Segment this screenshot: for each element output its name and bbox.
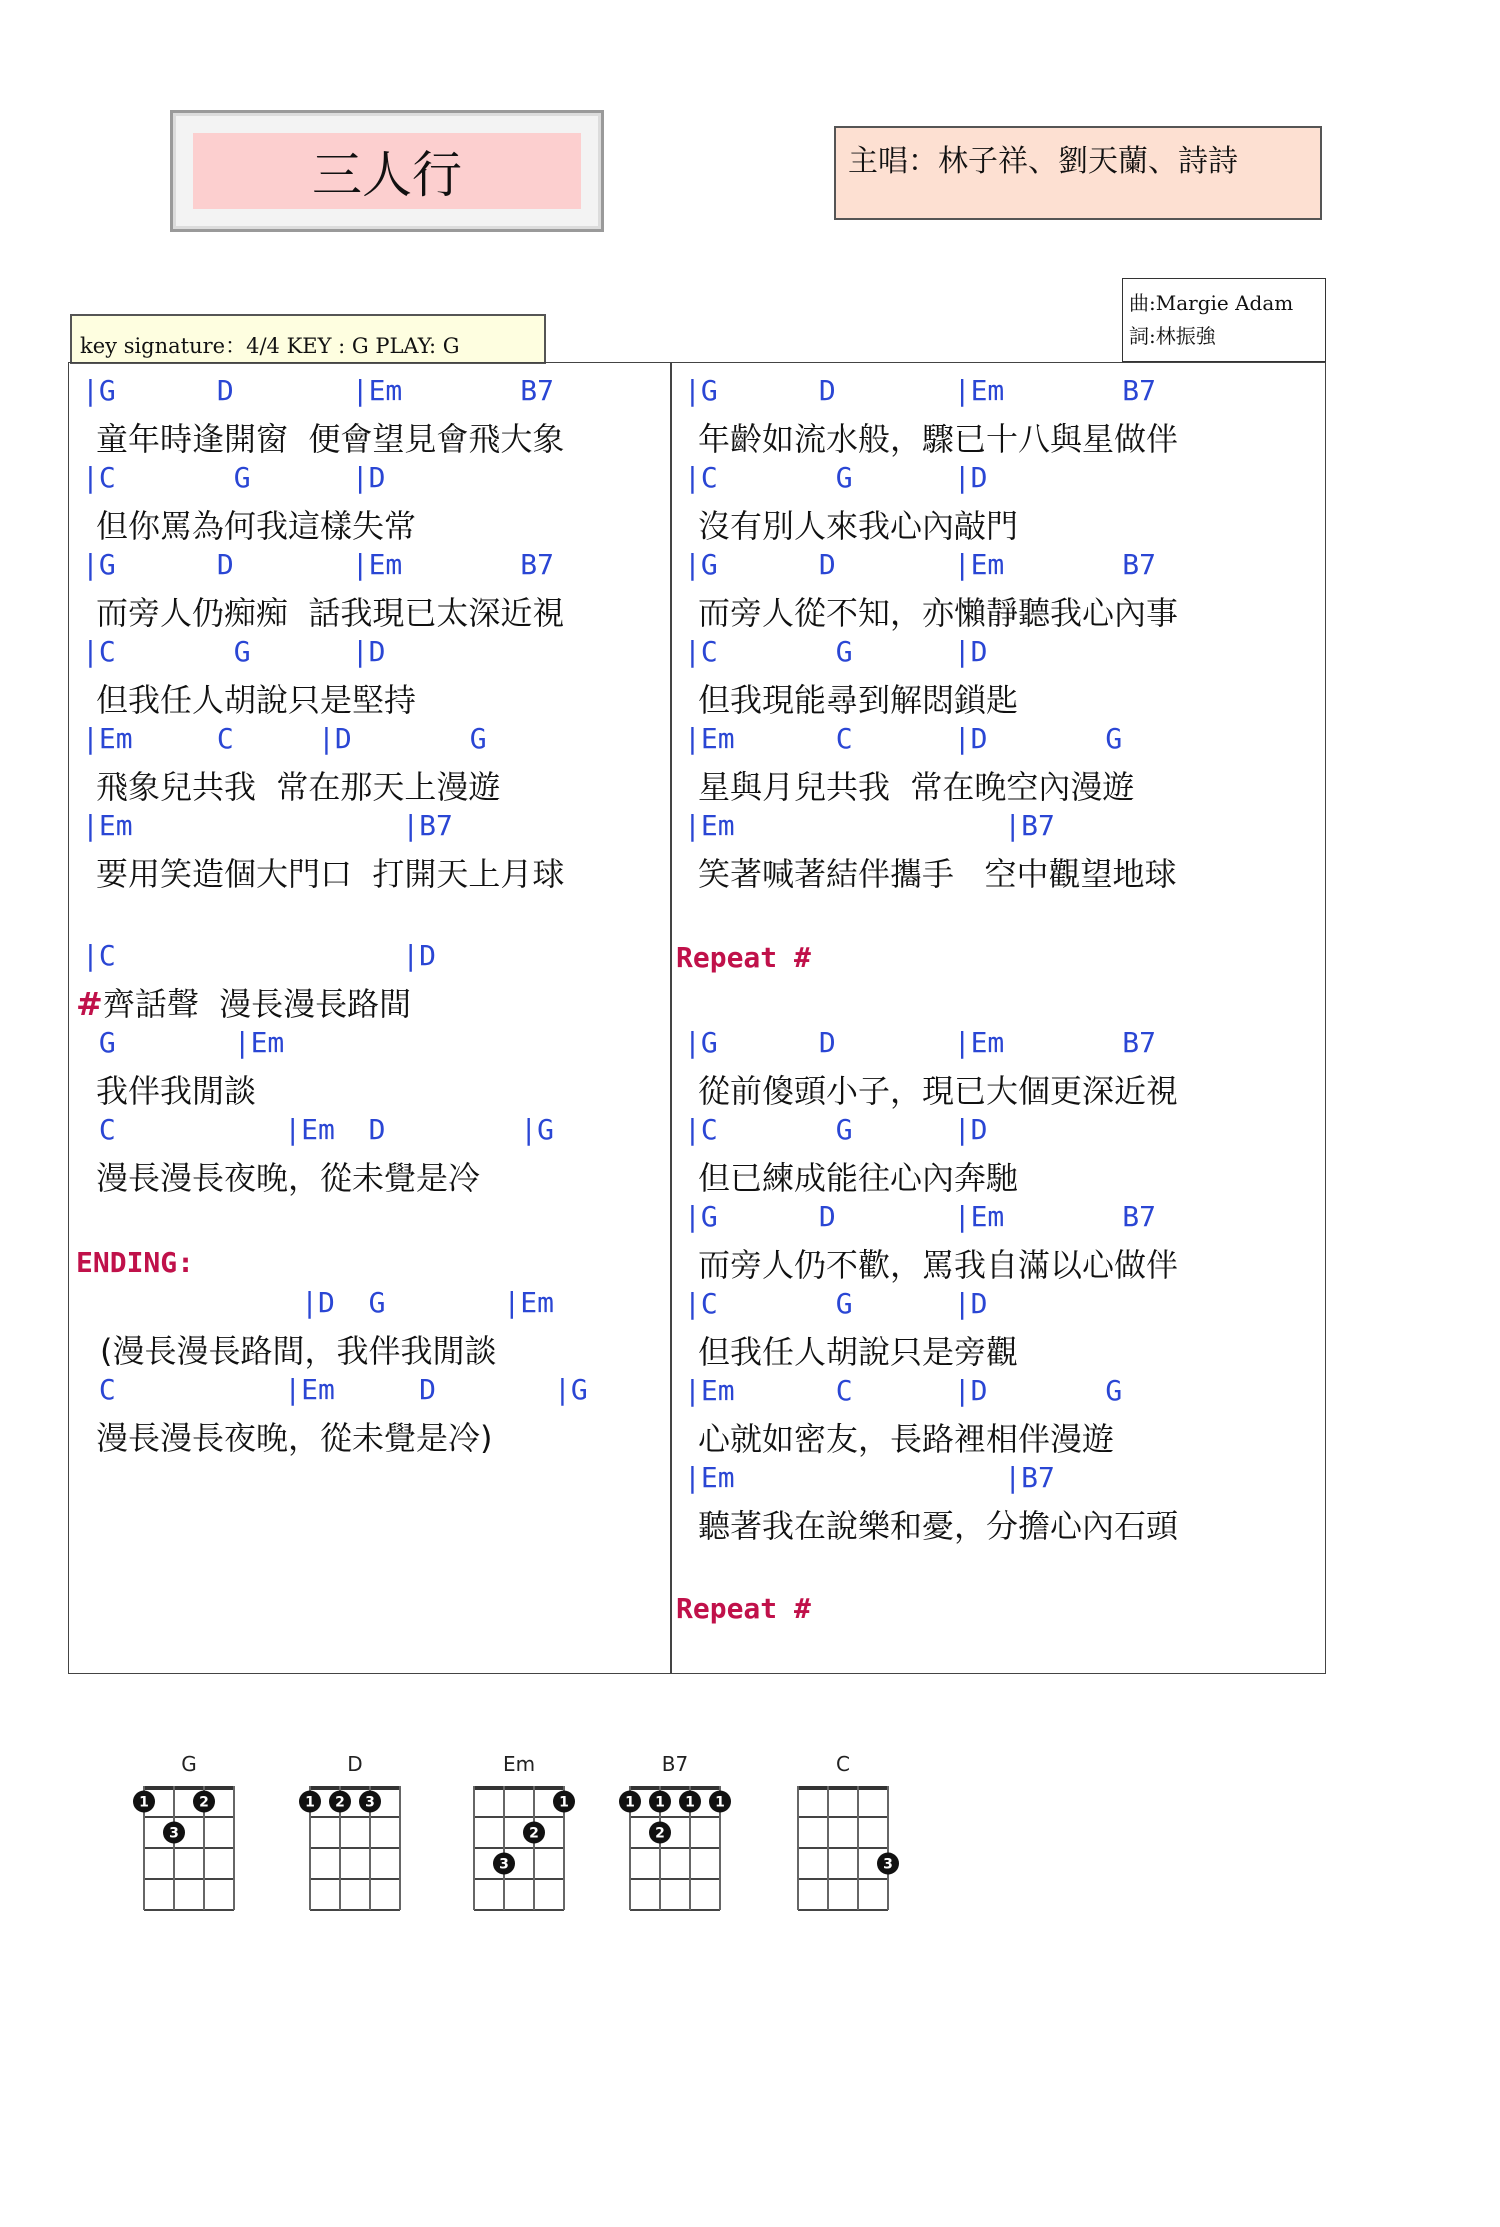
fretboard-grid: [618, 1782, 732, 1922]
chord-line: C |Em D |G: [82, 1373, 588, 1406]
fretboard-grid: [786, 1782, 900, 1922]
finger-number: 1: [625, 1794, 635, 1811]
chord-line: |C G |D: [684, 461, 988, 494]
singer-credit: 主唱：林子祥、劉天蘭、詩詩: [834, 126, 1322, 220]
credits-box: [1122, 278, 1326, 362]
chord-diagram-name: B7: [661, 1752, 689, 1776]
nut: [144, 1786, 234, 1790]
finger-number: 1: [655, 1794, 665, 1811]
finger-number: 3: [499, 1856, 509, 1873]
nut: [630, 1786, 720, 1790]
chord-line: |C G |D: [684, 1287, 988, 1320]
finger-number: 2: [335, 1794, 345, 1811]
chord-line: |C G |D: [684, 1113, 988, 1146]
chord-diagram-name: D: [347, 1752, 363, 1776]
title-frame: [170, 110, 604, 232]
lyric-line: 笑著喊著結伴攜手 空中觀望地球: [698, 855, 1177, 893]
chord-line: |G D |Em B7: [82, 548, 555, 581]
finger-number: 1: [715, 1794, 725, 1811]
chord-line: |Em |B7: [684, 809, 1055, 842]
finger-number: 3: [365, 1794, 375, 1811]
chord-diagram-b7: [618, 1752, 732, 1926]
chord-line: |C G |D: [82, 635, 386, 668]
nut: [310, 1786, 400, 1790]
lyric-line: 聽著我在說樂和憂，分擔心內石頭: [698, 1507, 1179, 1545]
lyric-line: 而旁人從不知，亦懶靜聽我心內事: [698, 594, 1179, 632]
lyric-line: 心就如密友，長路裡相伴漫遊: [698, 1420, 1115, 1458]
finger-number: 3: [883, 1856, 893, 1873]
chord-diagram-g: [132, 1752, 246, 1926]
chord-diagram-d: [298, 1752, 412, 1926]
chord-line: |Em C |D G: [82, 722, 487, 755]
lyric-line: 沒有別人來我心內敲門: [698, 507, 1019, 545]
chord-line: |D G |Em: [82, 1286, 555, 1319]
nut: [798, 1786, 888, 1790]
lyric-line: 而旁人仍不歡，罵我自滿以心做伴: [698, 1246, 1179, 1284]
chord-line: |Em |B7: [684, 1461, 1055, 1494]
finger-number: 2: [529, 1825, 539, 1842]
lyric-line: 但我任人胡說只是旁觀: [698, 1333, 1019, 1371]
chord-diagram-name: Em: [502, 1752, 536, 1776]
chord-line: |Em C |D G: [684, 1374, 1123, 1407]
finger-number: 1: [685, 1794, 695, 1811]
lyricist-credit: 詞:林振強: [1129, 324, 1216, 348]
chord-diagram-em: [462, 1752, 576, 1926]
repeat-label: Repeat #: [676, 1592, 811, 1625]
lyric-line: 但已練成能往心內奔馳: [698, 1159, 1019, 1197]
lyric-line: 從前傻頭小子，現已大個更深近視: [698, 1072, 1179, 1110]
lyric-line: 年齡如流水般，驟已十八與星做伴: [698, 420, 1179, 458]
chord-line: |C |D: [82, 939, 437, 972]
composer-credit: 曲:Margie Adam: [1129, 291, 1294, 315]
finger-number: 1: [305, 1794, 315, 1811]
lyric-line: 星與月兒共我 常在晚空內漫遊: [698, 768, 1135, 806]
lyric-line: 我伴我閒談: [96, 1072, 257, 1110]
chord-diagram-name: G: [181, 1752, 197, 1776]
chord-line: |G D |Em B7: [684, 374, 1157, 407]
lyric-line: 童年時逢開窗 便會望見會飛大象: [96, 420, 565, 458]
chord-line: |C G |D: [684, 635, 988, 668]
finger-number: 1: [139, 1794, 149, 1811]
column-divider: [670, 362, 672, 1674]
ending-label: ENDING:: [76, 1246, 195, 1279]
fretboard-grid: [132, 1782, 246, 1922]
chord-line: |G D |Em B7: [82, 374, 555, 407]
chord-line: |Em |B7: [82, 809, 453, 842]
lyric-line: [76, 979, 411, 1025]
chord-line: |C G |D: [82, 461, 386, 494]
lyric-line: (漫長漫長路間，我伴我閒談: [100, 1332, 497, 1370]
lyric-line: 漫長漫長夜晚，從未覺是冷): [96, 1419, 493, 1457]
lyric-line: 但你罵為何我這樣失常: [96, 507, 417, 545]
lyric-line: 飛象兒共我 常在那天上漫遊: [96, 768, 501, 806]
chord-diagram-c: [786, 1752, 900, 1926]
chord-line: G |Em: [82, 1026, 285, 1059]
finger-number: 1: [559, 1794, 569, 1811]
lyric-line: 要用笑造個大門口 打開天上月球: [96, 855, 565, 893]
lyric-line: 漫長漫長夜晚，從未覺是冷: [96, 1159, 481, 1197]
chord-line: |G D |Em B7: [684, 548, 1157, 581]
key-signature: key signature：4/4 KEY : G PLAY: G: [70, 314, 546, 364]
repeat-mark: #: [76, 985, 103, 1023]
lyric-line: 但我現能尋到解悶鎖匙: [698, 681, 1019, 719]
lyric-line: 但我任人胡說只是堅持: [96, 681, 417, 719]
finger-number: 2: [655, 1825, 665, 1842]
nut: [474, 1786, 564, 1790]
finger-number: 3: [169, 1825, 179, 1842]
chord-line: |Em C |D G: [684, 722, 1123, 755]
lyric-line: 而旁人仍痴痴 話我現已太深近視: [96, 594, 565, 632]
finger-number: 2: [199, 1794, 209, 1811]
lyric-text: 齊話聲 漫長漫長路間: [102, 985, 412, 1023]
fretboard-grid: [462, 1782, 576, 1922]
repeat-label: Repeat #: [676, 941, 811, 974]
chord-line: |G D |Em B7: [684, 1200, 1157, 1233]
fretboard-grid: [298, 1782, 412, 1922]
chord-diagram-name: C: [836, 1752, 850, 1776]
song-title: 三人行: [193, 133, 581, 209]
chord-line: C |Em D |G: [82, 1113, 555, 1146]
chord-line: |G D |Em B7: [684, 1026, 1157, 1059]
